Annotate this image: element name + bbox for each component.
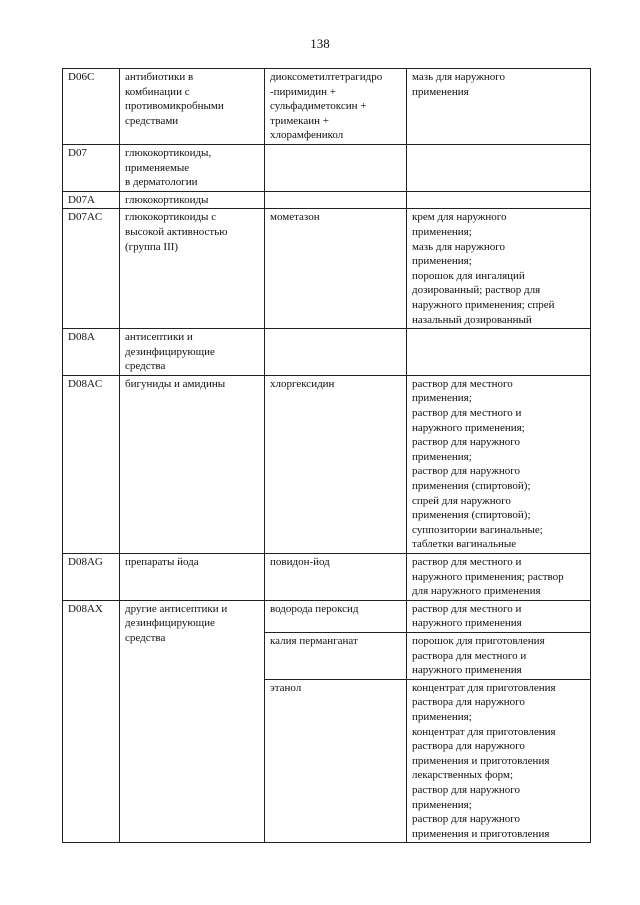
drug-name-cell-line: -пиримидин + [270,85,336,98]
drug-name-cell [265,144,407,191]
group-name-cell-line: средства [125,360,166,373]
table-row [63,375,591,553]
table-row [63,191,591,209]
drug-table [62,68,591,843]
atc-code-cell-line: D07AC [68,211,103,224]
dosage-form-cell-line: применения (спиртовой); [412,509,531,522]
group-name-cell-line: дезинфицирующие [125,617,215,630]
group-name-cell-line: антибиотики в [125,71,194,83]
dosage-form-cell-line: применения; [412,710,472,723]
dosage-form-cell-line: концентрат для приготовления [412,681,556,694]
dosage-form-cell-line: порошок для ингаляций [412,269,525,282]
atc-code-cell-line: D08A [68,331,95,344]
dosage-form-cell-line: раствор для местного и [412,407,522,420]
dosage-form-cell-line: раствор для местного [412,377,513,390]
atc-code-cell [63,69,120,145]
group-name-cell-line: глюкокортикоиды с [125,211,217,224]
group-name-cell-line: противомикробными [125,100,224,113]
group-name-cell-line: средства [125,631,166,644]
atc-code-cell-line: D06C [68,71,95,83]
group-name-cell-line: комбинации с [125,85,190,98]
dosage-form-cell [407,375,591,553]
dosage-form-cell-line: мазь для наружного [412,240,505,253]
dosage-form-cell [407,69,591,145]
group-name-cell-line: высокой активностью [125,225,228,238]
dosage-form-cell-line: раствор для наружного [412,813,521,826]
table-row [63,554,591,601]
drug-name-cell-line: водорода пероксид [270,602,359,615]
group-name-cell [120,329,265,376]
dosage-form-cell-line: крем для наружного [412,211,507,224]
group-name-cell [120,554,265,601]
drug-name-cell-line: калия перманганат [270,634,358,647]
drug-name-cell-line: этанол [270,681,302,694]
dosage-form-cell [407,554,591,601]
dosage-form-cell-line: наружного применения; спрей [412,298,555,311]
table-row [63,329,591,376]
group-name-cell-line: глюкокортикоиды [125,193,209,206]
group-name-cell-line: бигуниды и амидины [125,377,226,390]
group-name-cell-line: в дерматологии [125,176,198,189]
dosage-form-cell-line: применения; [412,798,472,811]
drug-name-cell-line: диоксометилтетрагидро [270,71,383,83]
dosage-form-cell-line: концентрат для приготовления [412,725,556,738]
dosage-form-cell-line: применения; [412,450,472,463]
dosage-form-cell-line: лекарственных форм; [412,769,514,782]
drug-name-cell-line: хлоргексидин [270,377,335,390]
atc-code-cell [63,375,120,553]
atc-code-cell [63,209,120,329]
drug-name-cell [265,600,407,632]
dosage-form-cell-line: применения; [412,392,472,405]
atc-code-cell [63,600,120,843]
dosage-form-cell [407,632,591,679]
drug-name-cell [265,632,407,679]
drug-table-body [63,69,591,843]
drug-name-cell-line: сульфадиметоксин + [270,100,367,113]
drug-name-cell-line: повидон-йод [270,556,330,568]
drug-name-cell-line: хлорамфеникол [270,129,344,142]
atc-code-cell [63,191,120,209]
group-name-cell [120,600,265,843]
drug-name-cell-line: тримекаин + [270,114,329,127]
atc-code-cell-line: D08AC [68,377,103,390]
group-name-cell-line: дезинфицирующие [125,345,215,358]
atc-code-cell [63,144,120,191]
group-name-cell-line: глюкокортикоиды, [125,146,212,159]
dosage-form-cell-line: раствора для наружного [412,696,525,709]
table-row [63,209,591,329]
atc-code-cell-line: D08AX [68,602,103,615]
drug-name-cell [265,554,407,601]
atc-code-cell [63,554,120,601]
drug-name-cell [265,679,407,843]
group-name-cell [120,191,265,209]
group-name-cell-line: средствами [125,114,179,127]
atc-code-cell-line: D08AG [68,556,103,568]
group-name-cell [120,209,265,329]
drug-name-cell [265,191,407,209]
drug-name-cell [265,209,407,329]
dosage-form-cell-line: спрей для наружного [412,494,511,507]
dosage-form-cell-line: раствор для наружного [412,783,521,796]
dosage-form-cell-line: применения и приготовления [412,754,550,767]
group-name-cell-line: другие антисептики и [125,602,228,615]
dosage-form-cell-line: раствора для наружного [412,740,525,753]
group-name-cell [120,375,265,553]
group-name-cell-line: антисептики и [125,331,193,344]
table-row [63,69,591,145]
atc-code-cell [63,329,120,376]
page-number: 138 [310,36,330,51]
drug-name-cell-line: мометазон [270,211,320,224]
dosage-form-cell-line: для наружного применения [412,585,541,598]
dosage-form-cell-line: раствор для наружного [412,436,521,449]
dosage-form-cell-line: применения (спиртовой); [412,480,531,493]
group-name-cell-line: препараты йода [125,556,199,568]
dosage-form-cell [407,144,591,191]
dosage-form-cell-line: раствор для наружного [412,465,521,478]
dosage-form-cell [407,329,591,376]
dosage-form-cell-line: наружного применения [412,617,522,630]
dosage-form-cell-line: мазь для наружного [412,71,505,83]
dosage-form-cell [407,600,591,632]
table-row [63,600,591,632]
group-name-cell-line: (группа III) [125,240,179,253]
group-name-cell-line: применяемые [125,161,190,174]
dosage-form-cell-line: суппозитории вагинальные; [412,523,543,536]
dosage-form-cell-line: раствора для местного и [412,649,527,662]
atc-code-cell-line: D07 [68,146,87,159]
dosage-form-cell-line: наружного применения; раствор [412,570,564,583]
dosage-form-cell-line: раствор для местного и [412,602,522,615]
dosage-form-cell-line: применения; [412,255,472,268]
table-row [63,144,591,191]
dosage-form-cell-line: назальный дозированный [412,313,532,326]
dosage-form-cell-line: порошок для приготовления [412,634,545,647]
dosage-form-cell [407,209,591,329]
drug-name-cell [265,375,407,553]
atc-code-cell-line: D07A [68,193,95,206]
dosage-form-cell-line: применения и приготовления [412,827,550,840]
dosage-form-cell [407,679,591,843]
group-name-cell [120,144,265,191]
dosage-form-cell-line: наружного применения; [412,421,525,434]
dosage-form-cell-line: применения; [412,225,472,238]
dosage-form-cell-line: наружного применения [412,664,522,677]
dosage-form-cell-line: дозированный; раствор для [412,284,541,297]
group-name-cell [120,69,265,145]
dosage-form-cell [407,191,591,209]
dosage-form-cell-line: применения [412,85,469,98]
drug-name-cell [265,329,407,376]
drug-name-cell [265,69,407,145]
dosage-form-cell-line: раствор для местного и [412,556,522,568]
dosage-form-cell-line: таблетки вагинальные [412,538,517,551]
